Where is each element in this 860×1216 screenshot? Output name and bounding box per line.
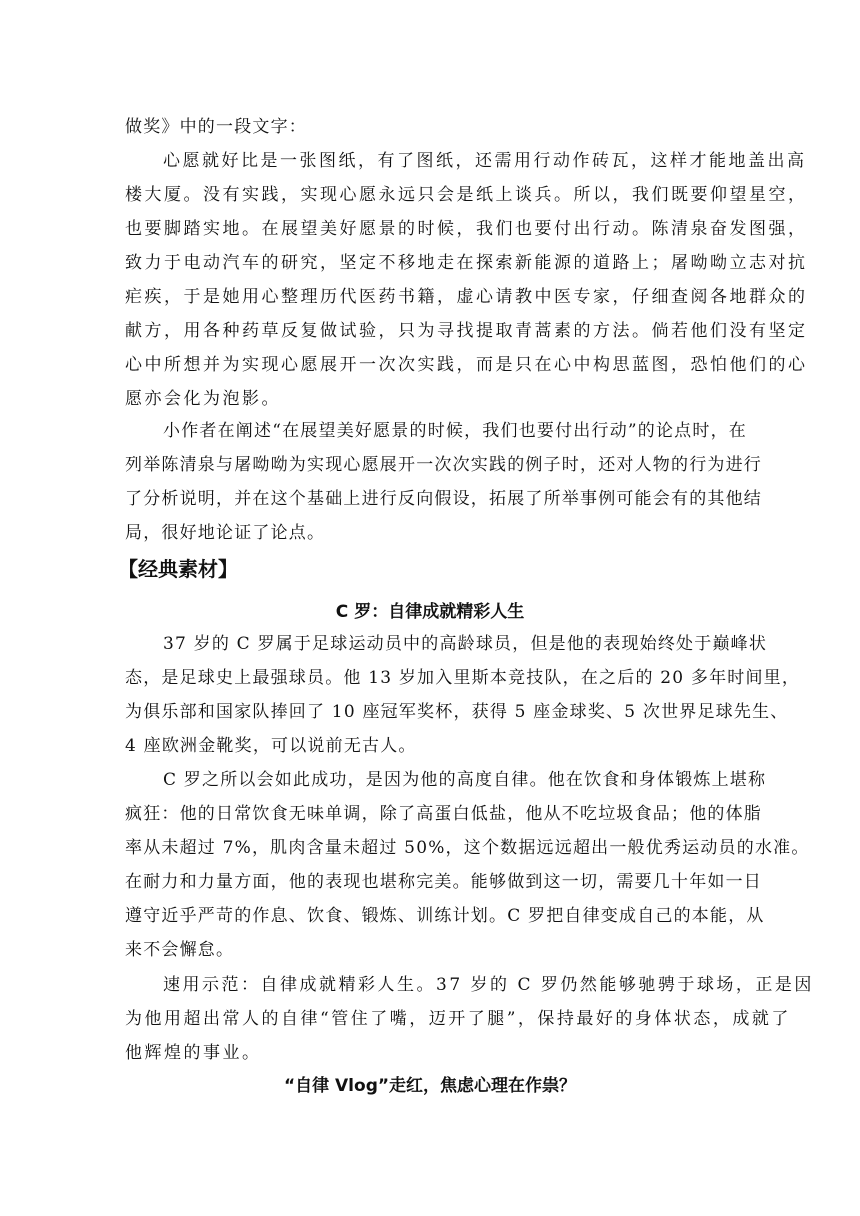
excerpt-line: 愿亦会化为泡影。 [125, 389, 281, 409]
excerpt-line: 心愿就好比是一张图纸，有了图纸，还需用行动作砖瓦，这样才能地盖出高 [163, 151, 807, 171]
body-line: 在耐力和力量方面，他的表现也堪称完美。能够做到这一切，需要几十年如一日 [125, 872, 762, 892]
excerpt-line: 致力于电动汽车的研究，坚定不移地走在探索新能源的道路上；屠呦呦立志对抗 [125, 253, 808, 273]
analysis-line: 局，很好地论证了论点。 [125, 523, 326, 543]
material2-title: “自律 Vlog”走红，焦虑心理在作祟？ [283, 1076, 577, 1096]
material1-title: C 罗：自律成就精彩人生 [335, 602, 525, 622]
excerpt-line: 也要脚踏实地。在展望美好愿景的时候，我们也要付出行动。陈清泉奋发图强， [125, 219, 808, 239]
usage-line: 他辉煌的事业。 [125, 1043, 262, 1063]
excerpt-line: 疟疾，于是她用心整理历代医药书籍，虚心请教中医专家，仔细查阅各地群众的 [125, 287, 808, 307]
analysis-line: 列举陈清泉与屠呦呦为实现心愿展开一次次实践的例子时，还对人物的行为进行 [125, 455, 762, 475]
excerpt-line: 心中所想并为实现心愿展开一次次实践，而是只在心中构思蓝图，恐怕他们的心 [125, 355, 808, 375]
body-line: 4 座欧洲金靴奖，可以说前无古人。 [125, 736, 417, 756]
body-line: C 罗之所以会如此成功，是因为他的高度自律。他在饮食和身体锻炼上堪称 [163, 770, 767, 790]
excerpt-line: 献方，用各种药草反复做试验，只为寻找提取青蒿素的方法。倘若他们没有坚定 [125, 321, 808, 341]
analysis-line: 了分析说明，并在这个基础上进行反向假设，拓展了所举事例可能会有的其他结 [125, 489, 762, 509]
body-line: 来不会懈怠。 [125, 940, 235, 960]
body-line: 为俱乐部和国家队捧回了 10 座冠军奖杯，获得 5 座金球奖、5 次世界足球先生、 [125, 702, 789, 722]
body-line: 遵守近乎严苛的作息、饮食、锻炼、训练计划。C 罗把自律变成自己的本能，从 [125, 906, 765, 926]
body-line: 率从未超过 7%，肌肉含量未超过 50%，这个数据远远超出一般优秀运动员的水准。 [125, 838, 810, 858]
body-line: 疯狂：他的日常饮食无味单调，除了高蛋白低盐，他从不吃垃圾食品；他的体脂 [125, 804, 762, 824]
intro-line: 做奖》中的一段文字： [125, 117, 307, 137]
usage-line: 速用示范：自律成就精彩人生。37 岁的 C 罗仍然能够驰骋于球场，正是因 [163, 975, 814, 995]
body-line: 37 岁的 C 罗属于足球运动员中的高龄球员，但是他的表现始终处于巅峰状 [163, 634, 768, 654]
section-heading: 【经典素材】 [118, 557, 238, 581]
body-line: 态，是足球史上最强球员。他 13 岁加入里斯本竞技队，在之后的 20 多年时间里， [125, 668, 801, 688]
analysis-line: 小作者在阐述“在展望美好愿景的时候，我们也要付出行动”的论点时，在 [163, 421, 747, 441]
excerpt-line: 楼大厦。没有实践，实现心愿永远只会是纸上谈兵。所以，我们既要仰望星空， [125, 185, 808, 205]
usage-line: 为他用超出常人的自律“管住了嘴，迈开了腿”，保持最好的身体状态，成就了 [125, 1009, 791, 1029]
